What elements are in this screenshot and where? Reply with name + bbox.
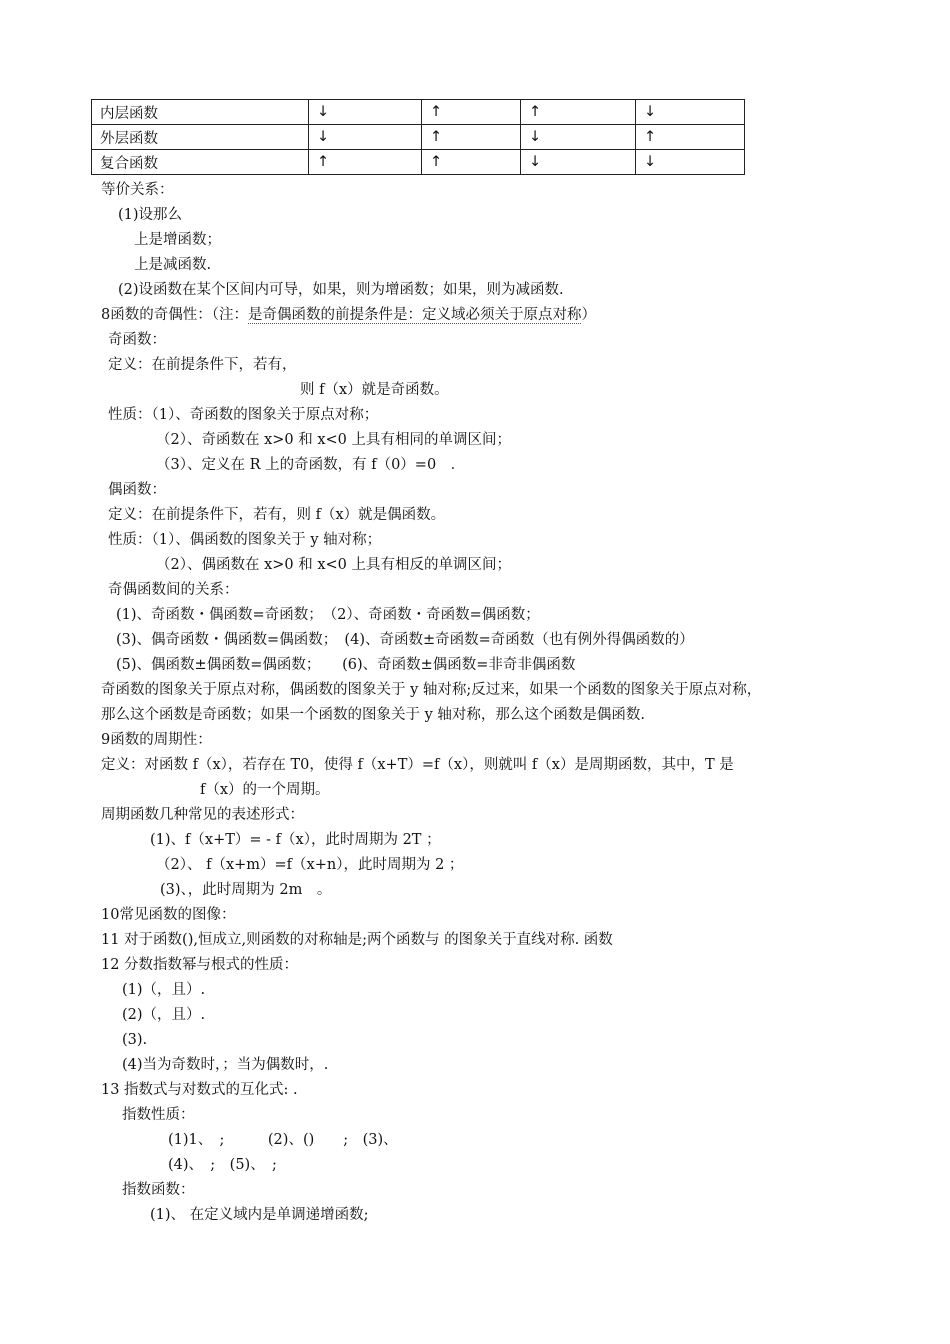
text-line: 上是减函数. bbox=[134, 257, 212, 273]
arrow-cell: ↑ bbox=[309, 150, 422, 175]
text-line: 定义：在前提条件下，若有，则 f（x）就是偶函数。 bbox=[108, 507, 446, 523]
text-line: (1)1、 ; (2)、() ; (3)、 bbox=[168, 1132, 398, 1148]
arrow-cell: ↑ bbox=[422, 150, 521, 175]
text-line: (1)设那么 bbox=[118, 207, 183, 223]
row-label: 内层函数 bbox=[92, 100, 309, 125]
arrow-cell: ↑ bbox=[636, 125, 745, 150]
arrow-cell: ↑ bbox=[422, 125, 521, 150]
arrow-cell: ↓ bbox=[636, 100, 745, 125]
arrow-cell: ↓ bbox=[309, 125, 422, 150]
arrow-cell: ↓ bbox=[521, 150, 636, 175]
row-label: 复合函数 bbox=[92, 150, 309, 175]
text-line: 指数性质： bbox=[122, 1107, 195, 1123]
text-line: (1)、 在定义域内是单调递增函数; bbox=[150, 1207, 369, 1223]
arrow-cell: ↑ bbox=[521, 100, 636, 125]
row-label: 外层函数 bbox=[92, 125, 309, 150]
text-line: 偶函数： bbox=[108, 482, 166, 498]
text-line: f（x）的一个周期。 bbox=[200, 782, 330, 798]
table-row bbox=[92, 100, 745, 125]
section-heading-exponents: 12 分数指数幂与根式的性质： bbox=[101, 957, 299, 973]
text-line: (2)设函数在某个区间内可导，如果，则为增函数；如果，则为减函数. bbox=[118, 282, 564, 298]
text-line: 11 对于函数(),恒成立,则函数的对称轴是;两个函数与 的图象关于直线对称. 函数 bbox=[101, 932, 613, 948]
text-line: （2）、偶函数在 x>0 和 x<0 上具有相反的单调区间； bbox=[156, 557, 512, 573]
text-line: (1)、奇函数・偶函数=奇函数； （2）、奇函数・奇函数=偶函数； bbox=[116, 607, 540, 623]
text-line: 定义：在前提条件下，若有， bbox=[108, 357, 297, 373]
text-line: 奇函数的图象关于原点对称，偶函数的图象关于 y 轴对称;反过来，如果一个函数的图象关于原点对称， bbox=[101, 682, 762, 698]
text-line: 定义：对函数 f（x），若存在 T0，使得 f（x+T）=f（x），则就叫 f（x）是周期函数，其中，T 是 bbox=[101, 757, 734, 773]
arrow-cell: ↓ bbox=[521, 125, 636, 150]
text-line: (4)、 ; (5)、 ; bbox=[168, 1157, 277, 1173]
text-line: (4)当为奇数时，；当为偶数时，. bbox=[122, 1057, 329, 1073]
text-span: ） bbox=[581, 307, 596, 323]
arrow-cell: ↓ bbox=[309, 100, 422, 125]
section-heading-log: 13 指数式与对数式的互化式: . bbox=[101, 1082, 298, 1098]
text-line: 则 f（x）就是奇函数。 bbox=[300, 382, 449, 398]
text-line: 性质：（1）、奇函数的图象关于原点对称； bbox=[108, 407, 379, 423]
text-line: 那么这个函数是奇函数；如果一个函数的图象关于 y 轴对称，那么这个函数是偶函数. bbox=[101, 707, 646, 723]
text-line: (1)、f（x+T）= - f（x），此时周期为 2T ； bbox=[150, 832, 441, 848]
arrow-cell: ↓ bbox=[636, 150, 745, 175]
text-line: (5)、偶函数±偶函数=偶函数； (6)、奇函数±偶函数=非奇非偶函数 bbox=[116, 657, 576, 673]
text-line: (3). bbox=[122, 1032, 148, 1048]
text-line: 周期函数几种常见的表述形式： bbox=[101, 807, 304, 823]
section-heading-parity bbox=[101, 305, 596, 325]
text-line: (3)、偶奇函数・偶函数=偶函数； (4)、奇函数±奇函数=奇函数（也有例外得偶函数的） bbox=[116, 632, 694, 648]
section-heading-periodicity: 9函数的周期性： bbox=[101, 732, 212, 748]
text-line: (3)、，此时周期为 2m 。 bbox=[160, 882, 332, 898]
arrow-cell: ↑ bbox=[422, 100, 521, 125]
table-row bbox=[92, 150, 745, 175]
table-row bbox=[92, 125, 745, 150]
text-line: 性质：（1）、偶函数的图象关于 y 轴对称； bbox=[108, 532, 382, 548]
text-line: 上是增函数； bbox=[134, 232, 221, 248]
text-line: 奇函数： bbox=[108, 332, 166, 348]
text-line: （2）、奇函数在 x>0 和 x<0 上具有相同的单调区间； bbox=[156, 432, 512, 448]
equivalence-heading: 等价关系： bbox=[101, 182, 174, 198]
text-line: (2)（，且）. bbox=[122, 1007, 206, 1023]
prerequisite-note: 是奇偶函数的前提条件是：定义域必须关于原点对称 bbox=[247, 307, 582, 323]
text-line: 指数函数： bbox=[122, 1182, 195, 1198]
section-heading-graphs: 10常见函数的图像： bbox=[101, 907, 236, 923]
composite-function-monotonicity-table bbox=[91, 99, 745, 175]
text-span: 8函数的奇偶性：（注： bbox=[101, 307, 248, 323]
text-line: （3）、定义在 R 上的奇函数，有 f（0）=0 ． bbox=[156, 457, 466, 473]
text-line: （2）、 f（x+m）=f（x+n），此时周期为 2 ； bbox=[156, 857, 464, 873]
text-line: (1)（，且）. bbox=[122, 982, 206, 998]
text-line: 奇偶函数间的关系： bbox=[108, 582, 239, 598]
